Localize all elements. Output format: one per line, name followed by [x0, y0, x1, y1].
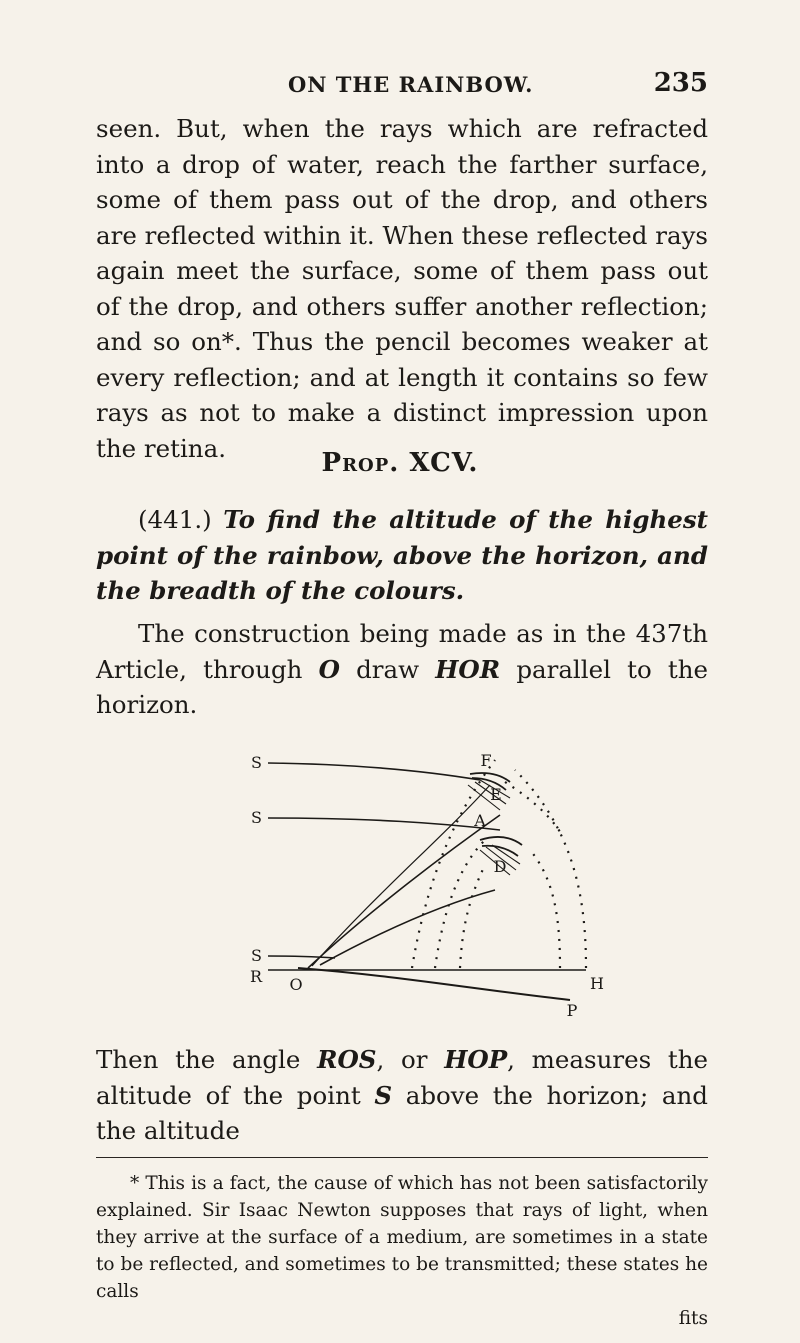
dotted-h-outer	[515, 770, 586, 968]
diagram-lines	[268, 763, 586, 1000]
label-d: D	[493, 857, 507, 876]
proposition-label: Prop.	[321, 448, 400, 478]
drop-e-hatch	[468, 780, 510, 810]
page-number: 235	[653, 68, 708, 98]
label-e: E	[490, 785, 502, 804]
label-p: P	[566, 1001, 578, 1020]
label-s-low: S	[251, 946, 262, 965]
running-title: ON THE RAINBOW.	[288, 72, 534, 97]
angle-text-4: above the horizon; and the altitude	[96, 1080, 708, 1145]
point-s-ref: S	[374, 1080, 393, 1110]
proposition-heading	[0, 448, 800, 478]
footnote	[96, 1170, 708, 1332]
article-number: (441.)	[138, 505, 212, 534]
dotted-inner-2	[460, 865, 485, 968]
ray-o-upper	[312, 785, 490, 966]
label-h: H	[590, 974, 604, 993]
proposition-statement	[96, 502, 708, 609]
dotted-h-inner	[530, 850, 560, 968]
catchword: fits	[678, 1308, 708, 1329]
label-o: O	[289, 975, 303, 994]
proposition-number: XCV.	[409, 448, 479, 478]
point-o-ref: O	[318, 654, 340, 684]
angle-text-2: , or	[376, 1045, 428, 1074]
label-a: A	[474, 811, 486, 830]
ray-o-e	[308, 815, 500, 968]
running-head	[0, 68, 800, 102]
label-r: R	[249, 967, 262, 986]
construction-text-2: draw	[356, 654, 420, 684]
dotted-o-f	[412, 760, 495, 968]
ray-o-d	[320, 890, 495, 965]
angle-text-3: , measures the altitude of the point	[96, 1045, 708, 1110]
dotted-inner-1	[435, 840, 485, 968]
construction-text-1: The construction being made as in the 437th Article, through	[96, 619, 708, 684]
label-s-top: S	[251, 753, 262, 772]
label-s-mid: S	[251, 808, 262, 827]
line-hor-ref: HOR	[435, 654, 501, 684]
angle-ros-ref: ROS	[317, 1045, 377, 1074]
line-o-p	[298, 968, 570, 1000]
rainbow-diagram	[150, 700, 650, 1035]
label-f: F	[480, 751, 492, 770]
paragraph-reflection: seen. But, when the rays which are refracted into a drop of water, reach the farther surface, some of them pass out of the drop, and others are reflected within it. When these reflected rays again meet the surface, some of them pass out of the drop, and others suffer another reflection; and so on*. Thus the pencil becomes weaker at every reflection; and at length it contains so few rays as not to make a distinct impression upon the retina.	[96, 114, 708, 463]
construction-text-3: parallel to the horizon.	[96, 654, 708, 719]
footnote-rule	[96, 1157, 708, 1158]
ray-s-top	[268, 763, 480, 780]
ray-s-low	[268, 956, 335, 958]
footnote-text: * This is a fact, the cause of which has not been satisfactorily explained. Sir Isaac Newton supposes that rays of light, when they arrive at the surface of a medium, are sometimes in a state to be reflected, and sometimes to be transmitted; these states he calls	[96, 1173, 708, 1302]
proposition-text: To find the altitude of the highest point of the rainbow, above the horizon, and the breadth of the colours.	[96, 505, 708, 605]
paragraph-angle	[96, 1042, 708, 1149]
drop-a	[480, 837, 522, 856]
ray-s-mid	[268, 818, 500, 830]
angle-hop-ref: HOP	[444, 1045, 508, 1074]
angle-text-1: Then the angle	[96, 1045, 301, 1074]
diagram-labels-group	[250, 751, 604, 1020]
